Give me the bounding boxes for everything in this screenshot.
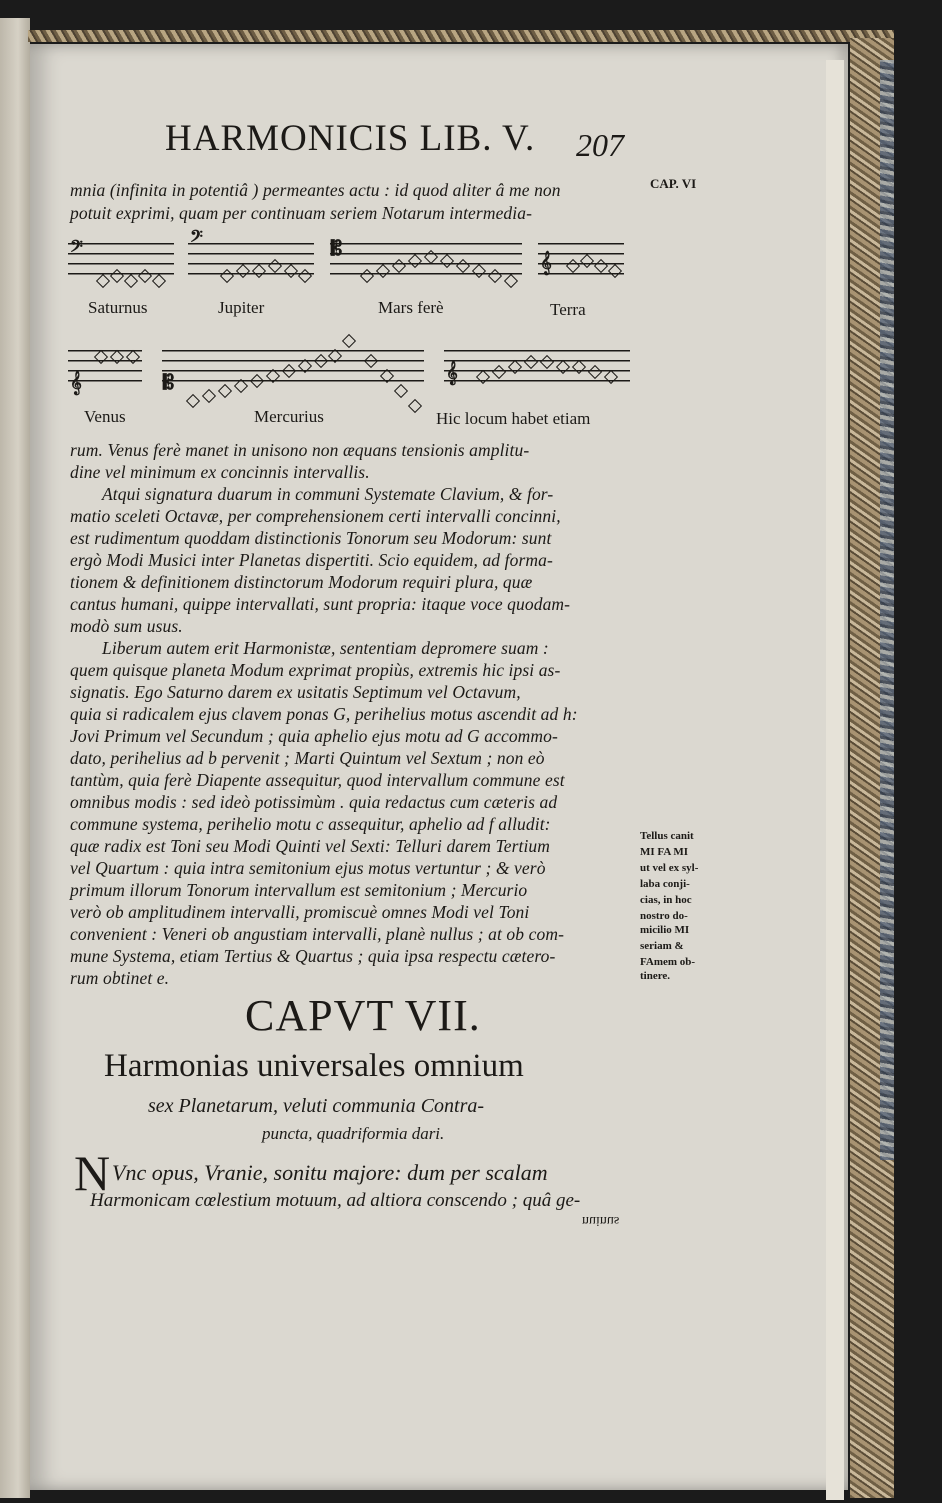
clef-icon: 𝄞	[540, 252, 552, 274]
body-line: quia si radicalem ejus clavem ponas G, perihelius motus ascendit ad h:	[70, 704, 578, 724]
body-line: dine vel minimum ex concinnis intervallis.	[70, 462, 370, 482]
clef-icon: 𝄞	[70, 372, 82, 394]
label-saturnus: Saturnus	[88, 298, 148, 317]
clef-icon: 𝄢	[70, 238, 83, 260]
body-line: dato, perihelius ad b pervenit ; Marti Quintum vel Sextum ; non eò	[70, 748, 545, 768]
body-line: quæ radix est Toni seu Modi Quinti vel Sexti: Telluri darem Tertium	[70, 836, 551, 856]
label-jupiter: Jupiter	[218, 298, 265, 317]
margin-note: nostro do-	[640, 910, 688, 922]
body-line: commune systema, perihelio motu c assequitur, aphelio ad f alludit:	[70, 814, 551, 834]
body-line: Liberum autem erit Harmonistæ, sententiam depromere suam :	[102, 638, 549, 658]
margin-note: micilio MI	[640, 924, 690, 936]
margin-note: MI FA MI	[640, 846, 689, 858]
label-venus: Venus	[84, 407, 126, 426]
chapter-heading: CAPVT VII.	[245, 991, 481, 1040]
margin-note: seriam &	[640, 940, 684, 952]
body-line: Atqui signatura duarum in communi Systemate Clavium, & for-	[102, 484, 554, 504]
drop-cap: N	[74, 1145, 111, 1201]
body-line: tantùm, quia ferè Diapente assequitur, quod intervallum commune est	[70, 770, 565, 790]
body-line: matio sceleti Octavæ, per comprehensionem certi intervalli concinni,	[70, 506, 561, 526]
margin-chapter-marker: CAP. VI	[650, 176, 697, 191]
body-line: quem quisque planeta Modum exprimat propiùs, extremis hic ipsi as-	[70, 660, 561, 680]
margin-note: FAmem ob-	[640, 956, 696, 968]
catchword: nuinus	[582, 1213, 620, 1228]
label-hic: Hic locum habet etiam	[436, 409, 591, 428]
label-mercurius: Mercurius	[254, 407, 324, 426]
chapter-line-1: Vnc opus, Vranie, sonitu majore: dum per scalam	[112, 1160, 548, 1185]
margin-note: cias, in hoc	[640, 894, 692, 906]
margin-note: laba conji-	[640, 878, 690, 890]
body-line: tionem & definitionem distinctorum Modorum requiri plura, quæ	[70, 572, 533, 592]
body-line: modò sum usus.	[70, 616, 183, 636]
staff-hic	[444, 350, 630, 390]
margin-note: ut vel ex syl-	[640, 862, 699, 874]
chapter-title: Harmonias universales omnium	[104, 1048, 524, 1084]
marbled-endpaper	[880, 60, 894, 1160]
body-line: rum obtinet e.	[70, 968, 170, 988]
body-line: omnibus modis : sed ideò potissimùm . quia redactus cum cæteris ad	[70, 792, 558, 812]
chapter-subtitle-2: puncta, quadriformia dari.	[262, 1124, 445, 1143]
page-stack-edge	[826, 60, 844, 1500]
clef-icon: 𝄢	[190, 228, 203, 250]
body-line: mune Systema, etiam Tertius & Quartus ; quia ipsa respectu cætero-	[70, 946, 556, 966]
book-top-edge	[28, 30, 894, 42]
body-line: convenient : Veneri ob angustiam intervalli, planè nullus ; at ob com-	[70, 924, 564, 944]
body-line: rum. Venus ferè manet in unisono non æquans tensionis amplitu-	[70, 440, 530, 460]
body-line: primum illorum Tonorum intervallum est semitonium ; Mercurio	[70, 880, 528, 900]
body-line: Jovi Primum vel Secundum ; quia aphelio ejus motu ad G accommo-	[70, 726, 558, 746]
margin-note: tinere.	[640, 970, 671, 982]
body-line: ergò Modi Musici inter Planetas dispertiti. Scio equidem, ad forma-	[70, 550, 553, 570]
chapter-subtitle-1: sex Planetarum, veluti communia Contra-	[148, 1095, 485, 1117]
body-line: signatis. Ego Saturno darem ex usitatis Septimum vel Octavum,	[70, 682, 521, 702]
label-mars: Mars ferè	[378, 298, 444, 317]
body-line: cantus humani, quippe intervallati, sunt propria: itaque voce quodam-	[70, 594, 571, 614]
text-line-top-2: potuit exprimi, quam per continuam seriem Notarum intermedia-	[70, 203, 533, 223]
margin-note: Tellus canit	[640, 830, 694, 842]
running-head: HARMONICIS LIB. V.	[165, 118, 536, 159]
body-line: vel Quartum : quia intra semitonium ejus motus vertuntur ; & verò	[70, 858, 546, 878]
previous-page-edge	[0, 18, 30, 1498]
clef-icon: 𝄡	[163, 372, 175, 394]
body-line: est rudimentum quoddam distinctionis Tonorum seu Modorum: sunt	[70, 528, 552, 548]
label-terra: Terra	[550, 300, 586, 319]
body-line: verò ob amplitudinem intervalli, promiscuè omnes Modi vel Toni	[70, 902, 530, 922]
chapter-line-2: Harmonicam cœlestium motuum, ad altiora conscendo ; quâ ge-	[90, 1190, 581, 1211]
clef-icon: 𝄡	[331, 238, 343, 260]
clef-icon: 𝄞	[446, 362, 458, 384]
page-number: 207	[576, 127, 624, 163]
staff-jupiter	[188, 243, 314, 283]
text-line-top-1: mnia (infinita in potentiâ ) permeantes actu : id quod aliter â me non	[70, 180, 561, 200]
